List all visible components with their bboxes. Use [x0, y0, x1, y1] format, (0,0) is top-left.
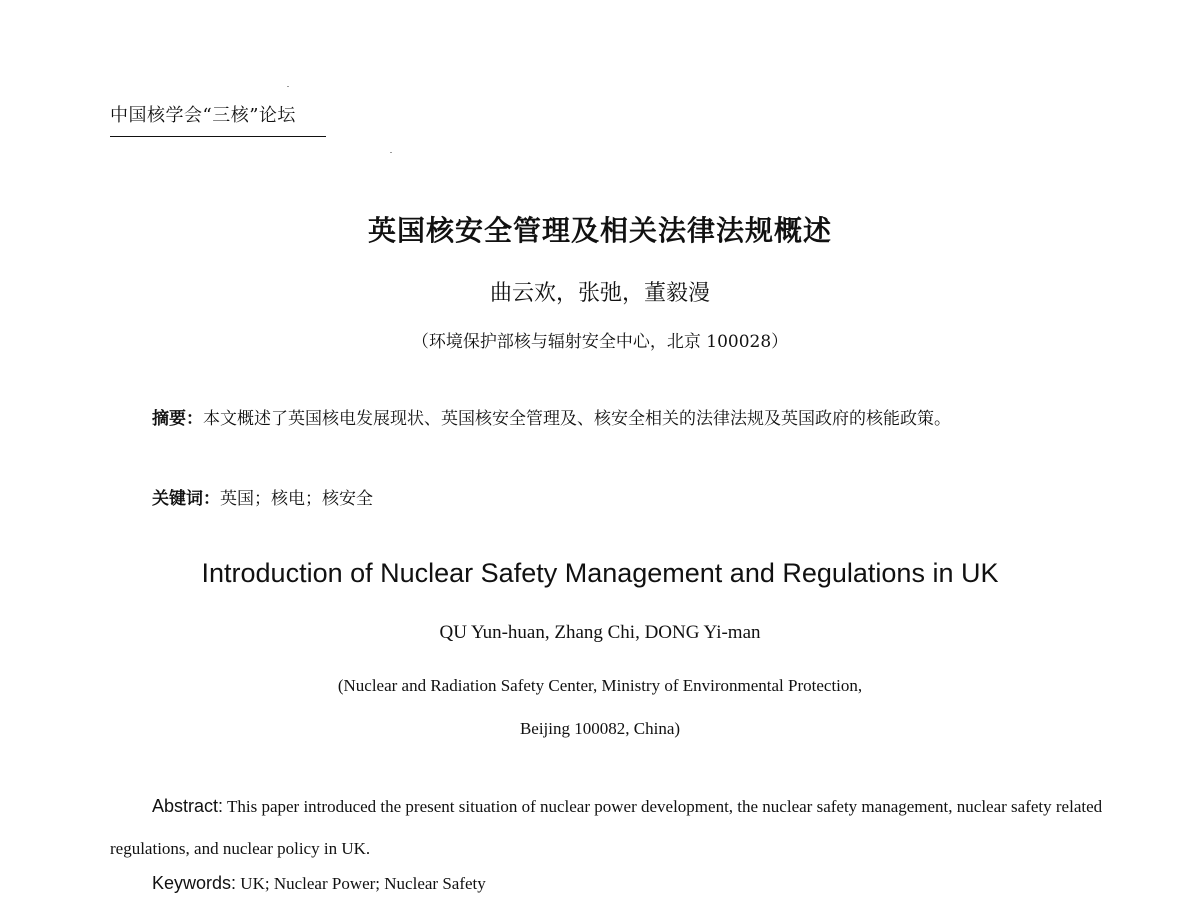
chinese-keywords-text: 英国；核电；核安全: [220, 489, 373, 509]
english-keywords: [152, 870, 486, 897]
english-abstract-label: Abstract:: [152, 796, 224, 816]
chinese-keywords: [152, 484, 373, 514]
running-header: 中国核学会“三核”论坛: [110, 105, 296, 126]
scan-speck: [287, 86, 289, 87]
chinese-title: 英国核安全管理及相关法律法规概述: [367, 214, 832, 247]
english-title: Introduction of Nuclear Safety Management and Regulations in UK: [201, 558, 999, 588]
chinese-authors: 曲云欢，张弛，董毅漫: [489, 281, 710, 306]
english-keywords-label: Keywords:: [152, 873, 237, 893]
english-abstract: [110, 785, 1120, 870]
chinese-abstract: [110, 396, 1120, 442]
chinese-abstract-label: 摘要：: [152, 409, 203, 429]
scan-speck: [390, 152, 392, 153]
english-abstract-text: This paper introduced the present situation of nuclear power development, the nuclear safety management, nuclear safety related regulations, and nuclear policy in UK.: [110, 797, 1103, 858]
english-keywords-text: UK; Nuclear Power; Nuclear Safety: [240, 874, 486, 893]
header-rule: [110, 136, 326, 137]
english-affiliation-line2: Beijing 100082, China): [519, 719, 681, 738]
chinese-affiliation: （环境保护部核与辐射安全中心，北京 100028）: [411, 332, 789, 352]
chinese-keywords-label: 关键词：: [152, 489, 220, 509]
chinese-abstract-text: 本文概述了英国核电发展现状、英国核安全管理及、核安全相关的法律法规及英国政府的核能政策。: [203, 409, 951, 429]
english-affiliation-line1: (Nuclear and Radiation Safety Center, Ministry of Environmental Protection,: [337, 676, 863, 695]
english-authors: QU Yun-huan, Zhang Chi, DONG Yi-man: [439, 622, 761, 643]
